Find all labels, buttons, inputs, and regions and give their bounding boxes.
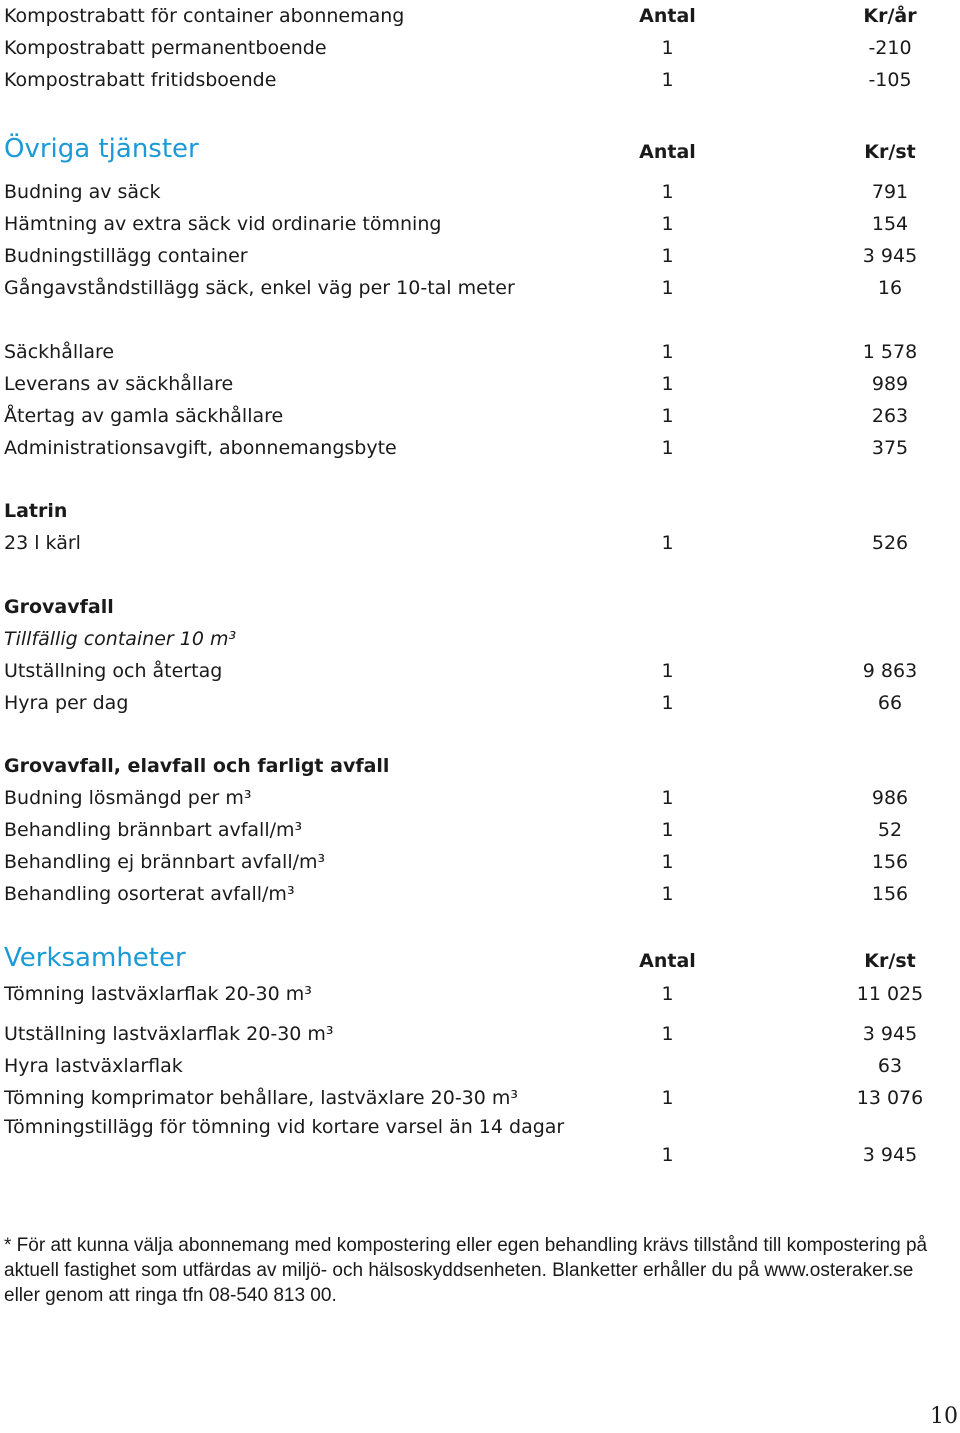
ovriga-amount-header: Kr/st — [864, 141, 916, 163]
row-qty: 1 — [661, 245, 674, 267]
row-qty: 1 — [661, 405, 674, 427]
row-amount: 1 578 — [862, 341, 918, 363]
row-label: Budning lösmängd per m³ — [4, 787, 252, 809]
table-row — [0, 846, 960, 878]
latrin-title: Latrin — [4, 500, 68, 522]
row-label: Återtag av gamla säckhållare — [4, 405, 284, 427]
row-amount: 9 863 — [862, 660, 918, 682]
row-label: Tömning komprimator behållare, lastväxlare 20-30 m³ — [4, 1087, 519, 1109]
row-qty: 1 — [661, 1144, 674, 1166]
row-label: Budning av säck — [4, 181, 161, 203]
table-row — [0, 687, 960, 719]
row-qty: 1 — [661, 341, 674, 363]
row-label: Gångavståndstillägg säck, enkel väg per 10-tal meter — [4, 277, 515, 299]
row-qty: 1 — [661, 1087, 674, 1109]
row-qty: 1 — [661, 437, 674, 459]
row-amount: 3 945 — [862, 1023, 918, 1045]
row-amount: 263 — [871, 405, 909, 427]
page-number: 10 — [930, 1404, 958, 1429]
row-amount: 791 — [871, 181, 909, 203]
row-label: Hyra lastväxlarflak — [4, 1055, 183, 1077]
row-qty: 1 — [661, 883, 674, 905]
table-row — [0, 336, 960, 368]
table-row — [0, 814, 960, 846]
row-label: Säckhållare — [4, 341, 115, 363]
row-amount: 3 945 — [862, 1144, 918, 1166]
row-label: Behandling ej brännbart avfall/m³ — [4, 851, 326, 873]
row-label: Behandling brännbart avfall/m³ — [4, 819, 303, 841]
row-qty: 1 — [661, 373, 674, 395]
table-row — [0, 1050, 960, 1082]
row-qty: 1 — [661, 213, 674, 235]
row-amount: 52 — [877, 819, 903, 841]
row-qty: 1 — [661, 819, 674, 841]
table-row — [0, 208, 960, 240]
table-row — [0, 400, 960, 432]
kompost-header-row — [0, 0, 960, 32]
grovavfall-subtitle: Tillfällig container 10 m³ — [4, 628, 237, 650]
footnote: * För att kunna välja abonnemang med kompostering eller egen behandling krävs tillstånd till kompostering på aktuell fastighet som utfärdas av miljö- och hälsoskyddsenheten. Blanketter erhåller du på www.osteraker.se eller genom att ringa tfn 08-540 813 00. — [4, 1235, 928, 1306]
row-label: Leverans av säckhållare — [4, 373, 234, 395]
ovriga-qty-header: Antal — [639, 141, 696, 163]
ovriga-header-row — [0, 134, 960, 172]
row-amount: 986 — [871, 787, 909, 809]
row-amount: 154 — [871, 213, 909, 235]
row-qty: 1 — [661, 1023, 674, 1045]
row-amount: 66 — [877, 692, 903, 714]
row-label: Utställning och återtag — [4, 660, 223, 682]
verksamheter-qty-header: Antal — [639, 950, 696, 972]
row-amount: -210 — [868, 37, 912, 59]
table-row — [0, 368, 960, 400]
row-label: Budningstillägg container — [4, 245, 248, 267]
verksamheter-amount-header: Kr/st — [864, 950, 916, 972]
table-row — [0, 655, 960, 687]
row-qty: 1 — [661, 787, 674, 809]
row-label: Kompostrabatt permanentboende — [4, 37, 327, 59]
row-label: 23 l kärl — [4, 532, 81, 554]
row-amount: 11 025 — [856, 983, 924, 1005]
row-qty: 1 — [661, 69, 674, 91]
row-amount: 989 — [871, 373, 909, 395]
kompost-amount-header: Kr/år — [863, 5, 917, 27]
row-label: Tömning lastväxlarflak 20-30 m³ — [4, 983, 312, 1005]
row-qty: 1 — [661, 181, 674, 203]
row-label: Administrationsavgift, abonnemangsbyte — [4, 437, 397, 459]
grovavfall-header-row — [0, 591, 960, 623]
grovavfall-title: Grovavfall — [4, 596, 114, 618]
row-qty: 1 — [661, 851, 674, 873]
row-label: Tömningstillägg för tömning vid kortare varsel än 14 dagar — [4, 1116, 565, 1138]
table-row — [0, 272, 960, 304]
table-row — [0, 240, 960, 272]
table-row — [0, 527, 960, 559]
kompost-title: Kompostrabatt för container abonnemang — [4, 5, 405, 27]
ovriga-section-title: Övriga tjänster — [4, 134, 199, 164]
elavfall-title: Grovavfall, elavfall och farligt avfall — [4, 755, 390, 777]
latrin-header-row — [0, 495, 960, 527]
row-label: Kompostrabatt fritidsboende — [4, 69, 277, 91]
row-qty: 1 — [661, 983, 674, 1005]
row-amount: 156 — [871, 851, 909, 873]
row-label: Behandling osorterat avfall/m³ — [4, 883, 295, 905]
table-row — [0, 978, 960, 1010]
row-amount: -105 — [868, 69, 912, 91]
grovavfall-subtitle-row — [0, 623, 960, 655]
table-row — [0, 1082, 960, 1114]
row-qty: 1 — [661, 692, 674, 714]
row-amount: 13 076 — [856, 1087, 924, 1109]
table-row — [0, 1111, 960, 1171]
verksamheter-section-title: Verksamheter — [4, 943, 186, 973]
table-row — [0, 782, 960, 814]
row-amount: 16 — [877, 277, 903, 299]
row-amount: 156 — [871, 883, 909, 905]
table-row — [0, 1018, 960, 1050]
row-qty: 1 — [661, 532, 674, 554]
row-amount: 375 — [871, 437, 909, 459]
row-qty: 1 — [661, 37, 674, 59]
table-row — [0, 64, 960, 96]
elavfall-header-row — [0, 750, 960, 782]
row-amount: 63 — [877, 1055, 903, 1077]
row-label: Hyra per dag — [4, 692, 129, 714]
table-row — [0, 176, 960, 208]
row-qty: 1 — [661, 277, 674, 299]
kompost-qty-header: Antal — [639, 5, 696, 27]
table-row — [0, 878, 960, 910]
row-amount: 3 945 — [862, 245, 918, 267]
row-amount: 526 — [871, 532, 909, 554]
row-label: Hämtning av extra säck vid ordinarie tömning — [4, 213, 442, 235]
verksamheter-header-row — [0, 943, 960, 981]
table-row — [0, 32, 960, 64]
row-qty: 1 — [661, 660, 674, 682]
row-label: Utställning lastväxlarflak 20-30 m³ — [4, 1023, 334, 1045]
table-row — [0, 432, 960, 464]
